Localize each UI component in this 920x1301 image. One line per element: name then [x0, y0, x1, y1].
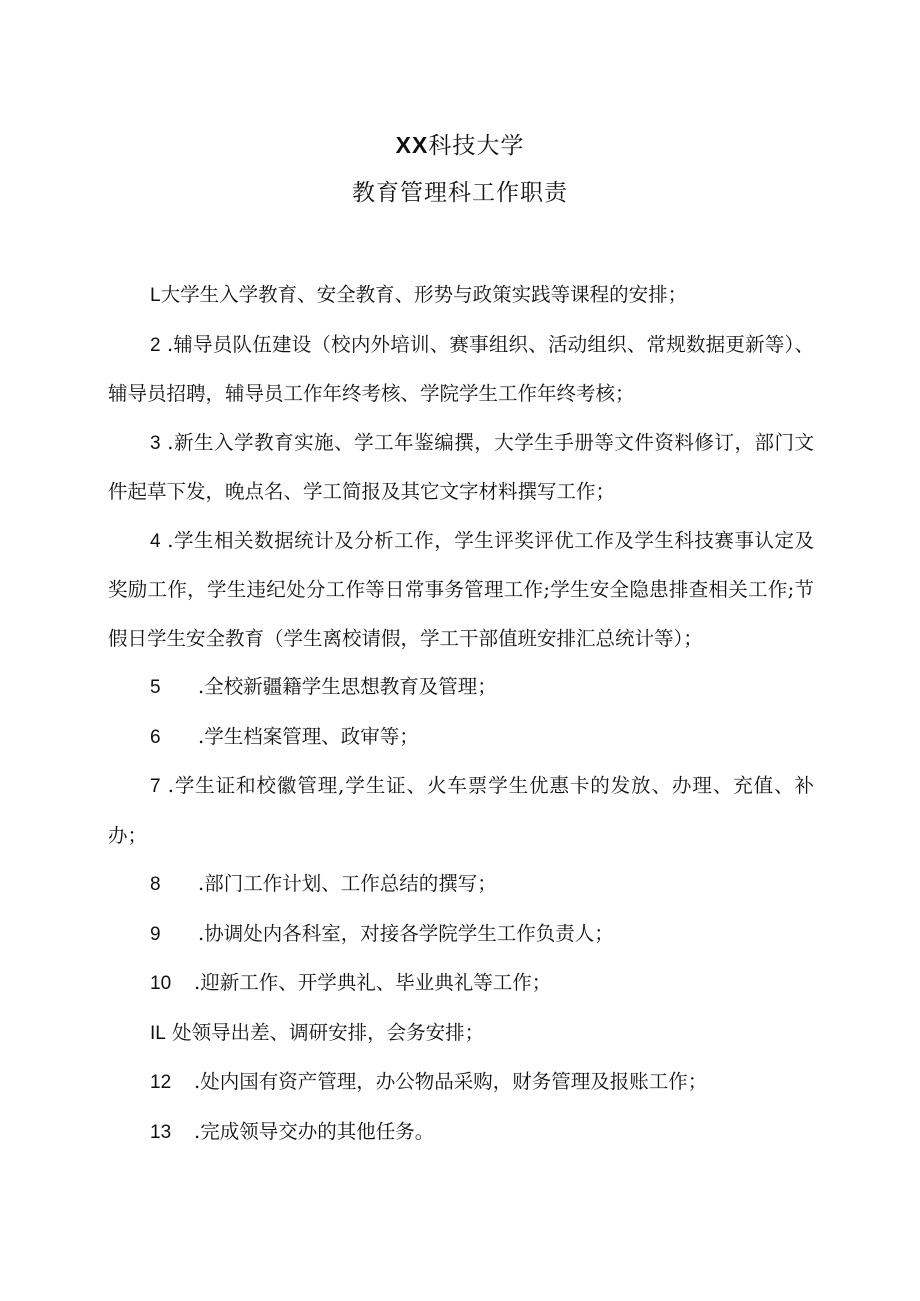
duty-item-text: .完成领导交办的其他任务。: [194, 1119, 435, 1143]
duty-item-number: 8: [150, 874, 161, 895]
duty-item: [108, 517, 814, 664]
title-rest: 科技大学: [428, 133, 525, 159]
duty-item-number: 10: [150, 973, 172, 994]
duty-item: [108, 959, 814, 1009]
duty-item: [108, 910, 814, 960]
duty-item-text: .迎新工作、开学典礼、毕业典礼等工作；: [194, 971, 552, 994]
duty-item-number: 6: [150, 726, 161, 748]
duty-item: [108, 1058, 814, 1108]
duty-item-text: 大学生入学教育、安全教育、形势与政策实践等课程的安排；: [160, 283, 688, 306]
duty-item: [108, 419, 814, 517]
document-title: [0, 130, 920, 161]
duty-item: [108, 663, 814, 713]
duty-item: [108, 321, 814, 419]
duty-item-text: 处领导出差、调研安排，会务安排；: [172, 1020, 485, 1044]
duty-item-text: .学生相关数据统计及分析工作，学生评奖评优工作及学生科技赛事认定及奖励工作，学生违纪处分工作等日常事务管理工作;学生安全隐患排查相关工作;节假日学生安全教育（学生离校请假，学工干部值班安排汇总统计等）；: [108, 528, 814, 650]
duty-item-number: 2: [150, 334, 161, 356]
duty-item-text: .全校新疆籍学生思想教育及管理；: [198, 675, 497, 698]
duty-item-number: 13: [150, 1121, 172, 1143]
duty-item-text: .学生证和校徽管理,学生证、火车票学生优惠卡的发放、办理、充值、补办；: [108, 774, 814, 847]
duty-item-number: 12: [150, 1072, 172, 1093]
duty-item-text: .新生入学教育实施、学工年鉴编撰，大学生手册等文件资料修订，部门文件起草下发，晚点名、学工简报及其它文字材料撰写工作；: [108, 430, 814, 503]
duty-item: [108, 271, 814, 321]
duty-item: [108, 860, 814, 910]
duty-item-number: 7: [150, 776, 161, 797]
duty-item-number: 4: [150, 530, 161, 552]
duty-item-number: 5: [150, 677, 161, 698]
title-prefix: XX: [395, 132, 429, 158]
duty-item-number: IL: [150, 1022, 166, 1044]
duty-item: [108, 762, 814, 860]
duty-item-number: 9: [150, 923, 161, 945]
duty-item-number: 3: [150, 432, 161, 454]
duty-item: [108, 713, 814, 763]
duty-item: [108, 1009, 814, 1059]
duty-item-text: .协调处内各科室，对接各学院学生工作负责人；: [198, 921, 614, 945]
duty-list: [108, 271, 814, 1157]
document-subtitle: 教育管理科工作职责: [352, 180, 568, 206]
duty-item-number: L: [150, 285, 161, 306]
duty-item-text: .部门工作计划、工作总结的撰写；: [198, 872, 497, 895]
duty-item-text: .辅导员队伍建设（校内外培训、赛事组织、活动组织、常规数据更新等）、辅导员招聘，辅导员工作年终考核、学院学生工作年终考核；: [108, 332, 815, 405]
duty-item: [108, 1108, 814, 1158]
duty-item-text: .处内国有资产管理，办公物品采购，财务管理及报账工作；: [194, 1070, 708, 1093]
duty-item-text: .学生档案管理、政审等；: [198, 724, 419, 748]
